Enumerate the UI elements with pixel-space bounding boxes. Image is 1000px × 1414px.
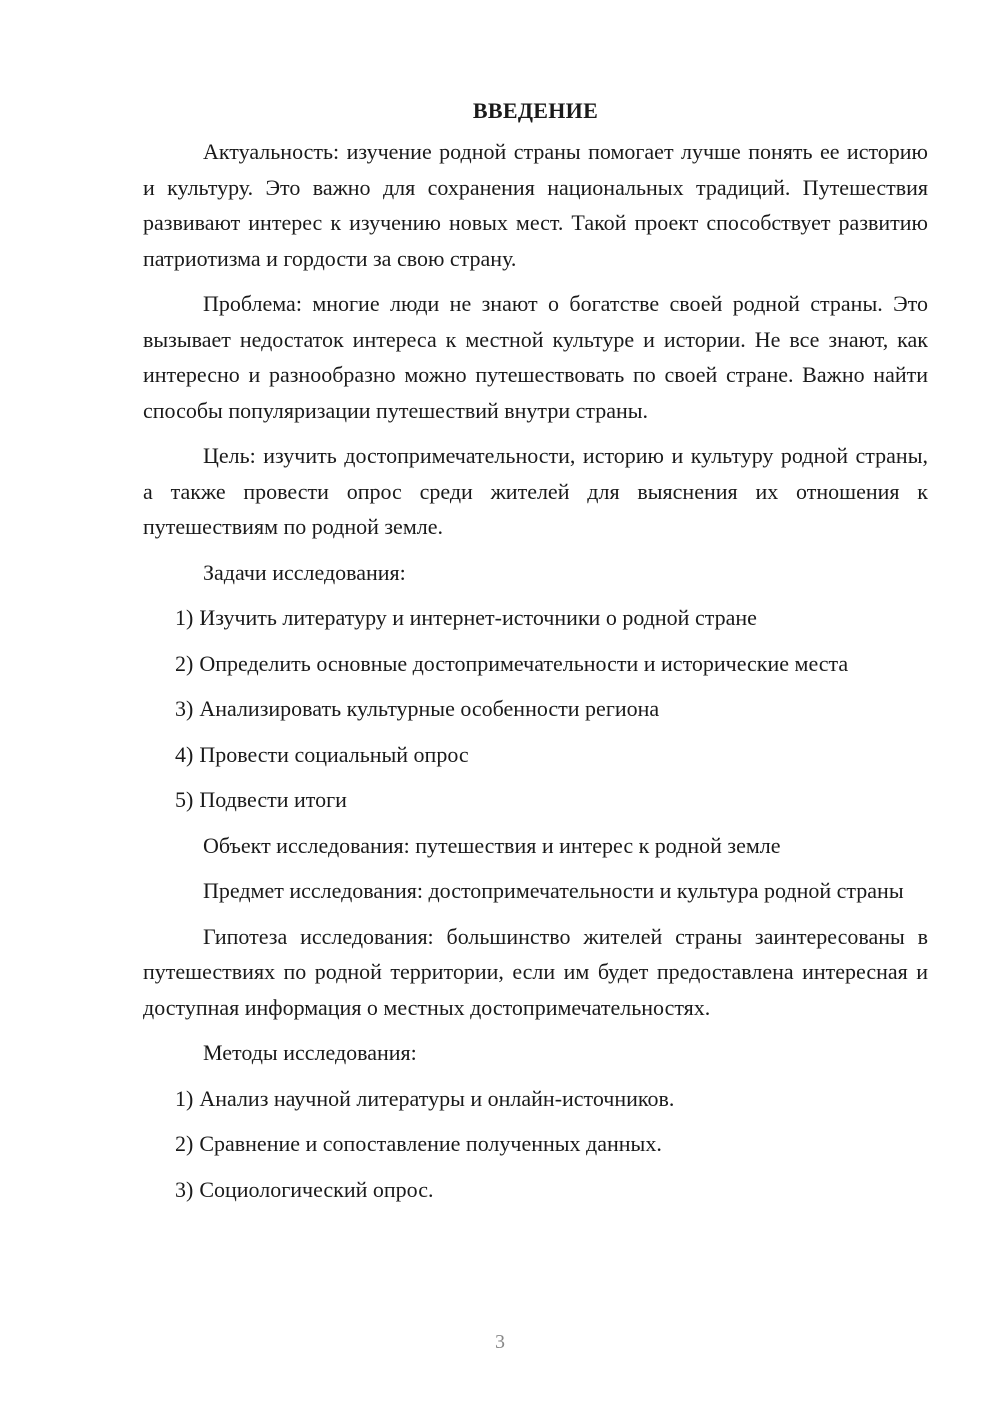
task-text: Провести социальный опрос [199, 741, 469, 767]
task-text: Подвести итоги [199, 787, 347, 812]
task-number: 4) [175, 741, 194, 767]
task-number: 1) [175, 605, 194, 630]
task-number: 5) [175, 787, 194, 812]
relevance-paragraph: Актуальность: изучение родной страны помогает лучше понять ее историю и культуру. Это важно для сохранения национальных традиций. Путешествия развивают интерес к изучению новых мест. Такой проект способствует развитию патриотизма и гордости за свою страну. [143, 139, 928, 271]
subject-paragraph: Предмет исследования: достопримечательности и культура родной страны [203, 878, 904, 903]
goal-paragraph: Цель: изучить достопримечательности, историю и культуру родной страны, а также провести опрос среди жителей для выяснения их отношения к путешествиям по родной земле. [143, 443, 928, 539]
method-number: 1) [175, 1085, 194, 1111]
task-item [143, 600, 928, 636]
task-number: 3) [175, 696, 194, 721]
task-item [143, 737, 928, 773]
method-item [143, 1172, 928, 1208]
task-text: Анализировать культурные особенности региона [199, 696, 660, 721]
document-page [143, 92, 928, 1217]
section-heading: ВВЕДЕНИЕ [472, 98, 599, 123]
method-text: Анализ научной литературы и онлайн-источников. [199, 1085, 675, 1111]
tasks-title: Задачи исследования: [203, 559, 406, 585]
task-item [143, 782, 928, 818]
task-item [143, 691, 928, 727]
object-line: Объект исследования: путешествия и интерес к родной земле [203, 832, 781, 858]
page-number: 3 [495, 1331, 505, 1353]
method-text: Социологический опрос. [199, 1176, 434, 1202]
method-number: 3) [175, 1176, 194, 1202]
method-text: Сравнение и сопоставление полученных данных. [199, 1131, 662, 1156]
hypothesis-paragraph: Гипотеза исследования: большинство жителей страны заинтересованы в путешествиях по родной территории, если им будет предоставлена интересная и доступная информация о местных достопримечательностях. [143, 923, 928, 1020]
task-item [143, 646, 928, 682]
method-item [143, 1126, 928, 1162]
problem-paragraph: Проблема: многие люди не знают о богатстве своей родной страны. Это вызывает недостаток интереса к местной культуре и истории. Не все знают, как интересно и разнообразно можно путешествовать по своей стране. Важно найти способы популяризации путешествий внутри страны. [143, 291, 928, 423]
methods-title: Методы исследования: [203, 1040, 417, 1065]
task-number: 2) [175, 650, 194, 676]
method-number: 2) [175, 1131, 194, 1156]
task-text: Изучить литературу и интернет-источники о родной стране [199, 605, 757, 630]
task-text: Определить основные достопримечательности и исторические места [199, 650, 849, 676]
method-item [143, 1081, 928, 1117]
